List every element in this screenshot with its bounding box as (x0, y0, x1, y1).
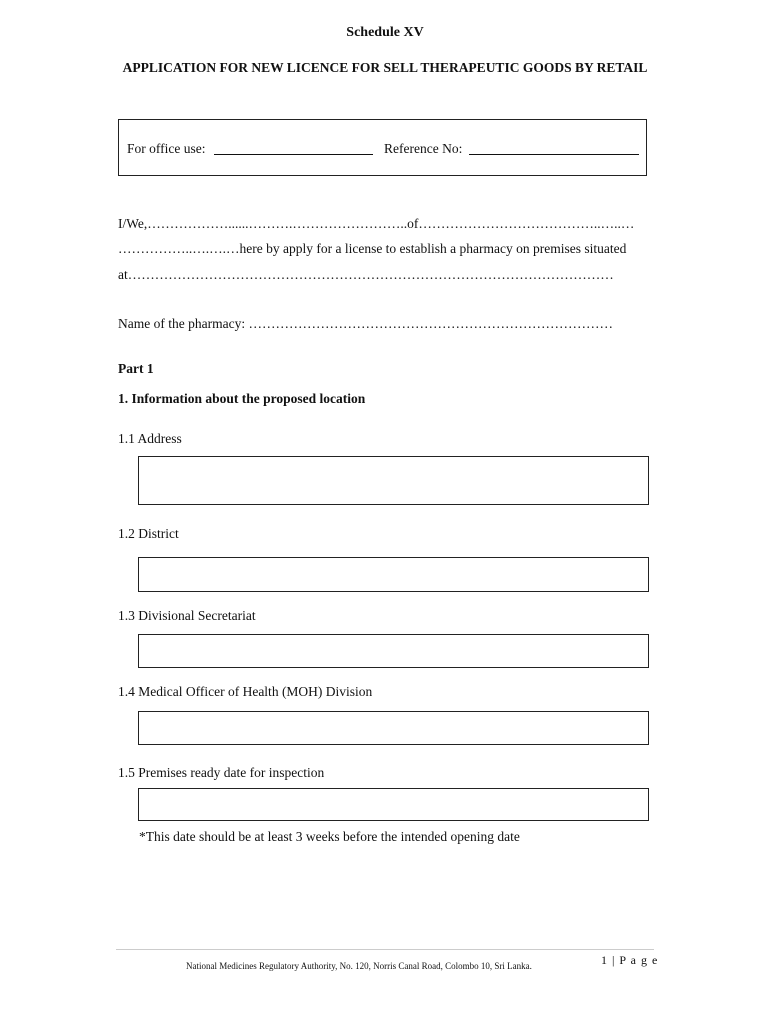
declaration-line-1[interactable]: I/We,………………......……….……………………..of…………………………………..…..… (118, 216, 635, 231)
address-label: 1.1 Address (118, 431, 182, 446)
page-number: 1 | P a g e (601, 953, 659, 967)
moh-division-label: 1.4 Medical Officer of Health (MOH) Division (118, 684, 373, 699)
divisional-secretariat-input[interactable] (138, 634, 649, 668)
schedule-heading: Schedule XV (346, 25, 424, 40)
office-use-line[interactable] (214, 154, 373, 155)
district-input[interactable] (138, 557, 649, 592)
declaration-line-2[interactable]: ……………..….….…here by apply for a license to establish a pharmacy on premises situated (118, 241, 627, 256)
pharmacy-name-field[interactable]: Name of the pharmacy: ……………………………………………………………………… (118, 316, 613, 331)
moh-division-input[interactable] (138, 711, 649, 745)
address-input[interactable] (138, 456, 649, 505)
part-title: Part 1 (118, 361, 154, 376)
ready-date-label: 1.5 Premises ready date for inspection (118, 765, 325, 780)
footer-divider (116, 949, 654, 950)
reference-no-line[interactable] (469, 154, 639, 155)
footer-address: National Medicines Regulatory Authority, No. 120, Norris Canal Road, Colombo 10, Sri Lanka. (186, 961, 532, 971)
divisional-secretariat-label: 1.3 Divisional Secretariat (118, 608, 256, 623)
section-title: 1. Information about the proposed location (118, 391, 366, 406)
district-label: 1.2 District (118, 526, 179, 541)
form-title: APPLICATION FOR NEW LICENCE FOR SELL THERAPEUTIC GOODS BY RETAIL (122, 60, 648, 75)
office-use-label: For office use: (127, 141, 206, 156)
declaration-line-3[interactable]: at……………………………………………………………………………………………… (118, 267, 614, 282)
date-note: *This date should be at least 3 weeks before the intended opening date (139, 829, 520, 844)
reference-no-label: Reference No: (384, 141, 463, 156)
ready-date-input[interactable] (138, 788, 649, 821)
